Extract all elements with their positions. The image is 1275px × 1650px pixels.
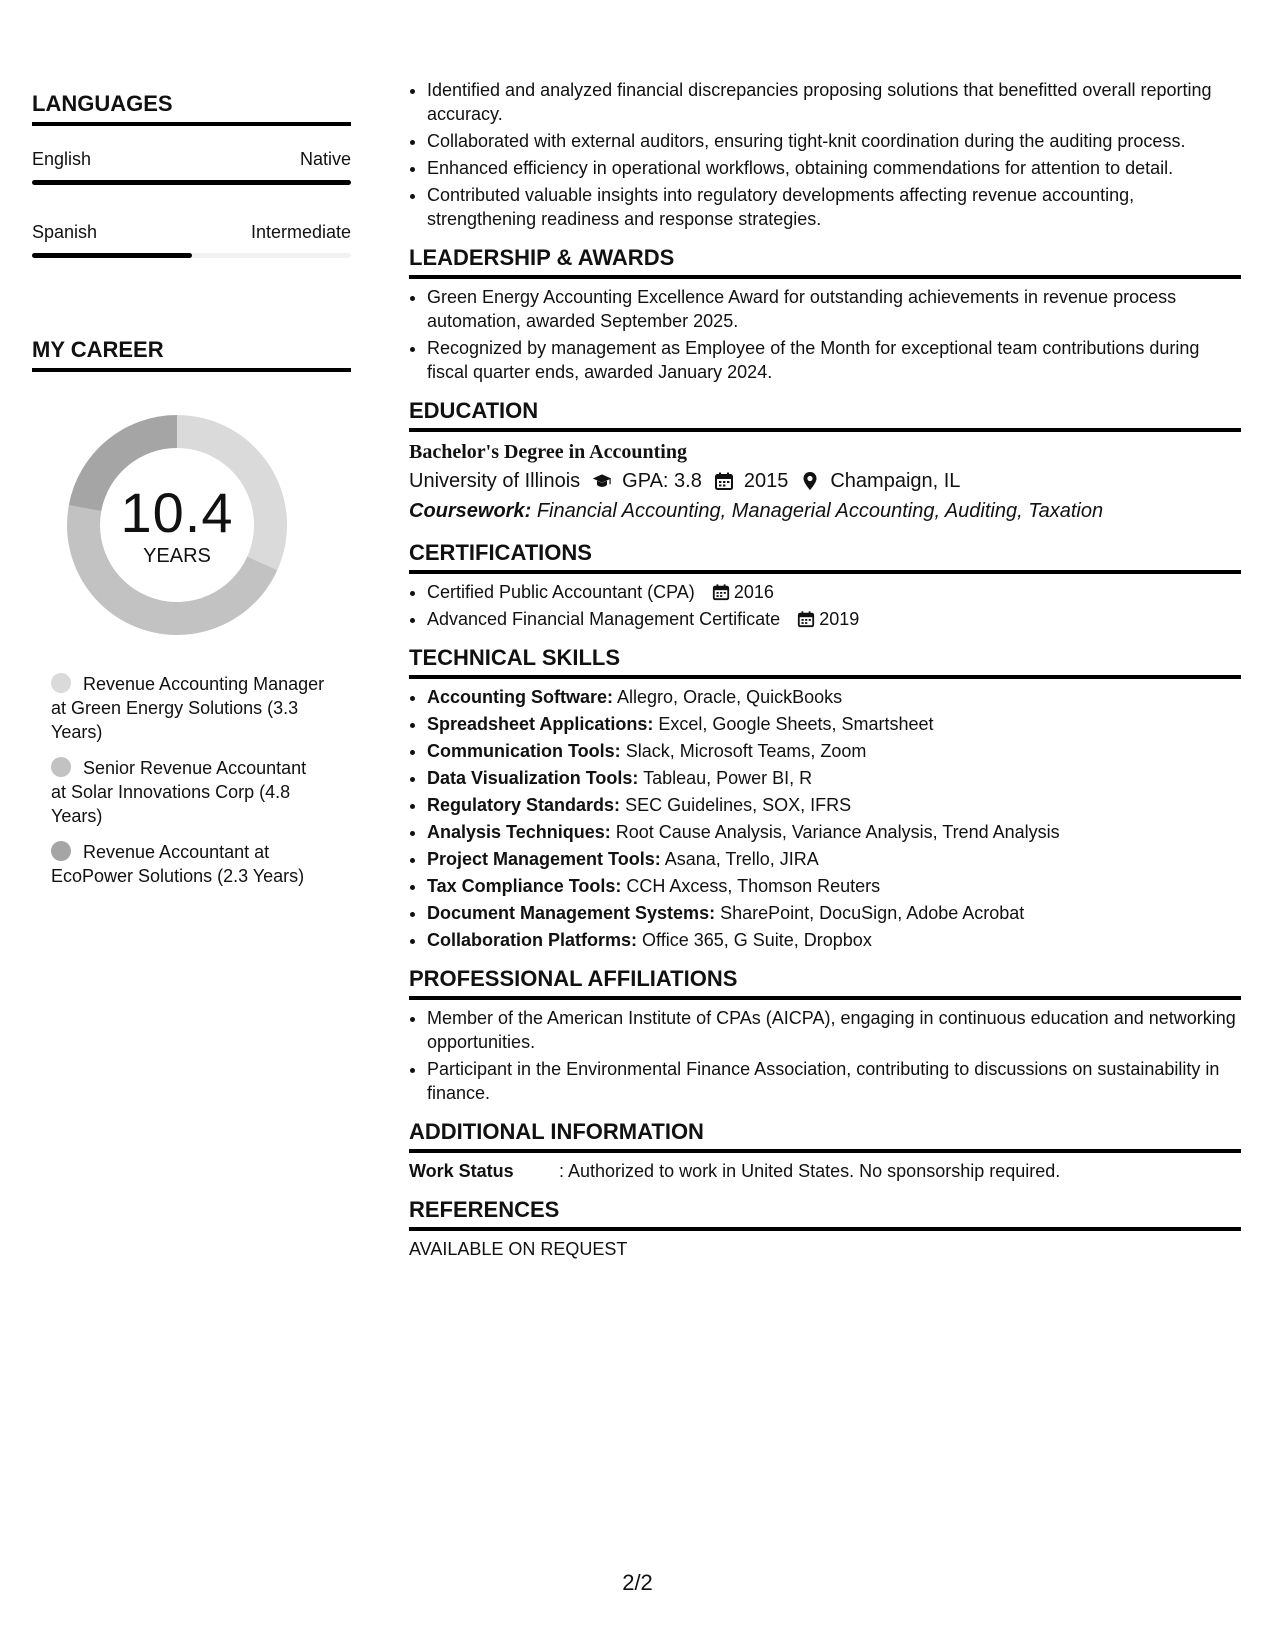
page-number: 2/2: [622, 1570, 653, 1595]
education-location: Champaign, IL: [830, 470, 961, 492]
skill-value: Root Cause Analysis, Variance Analysis, Trend Analysis: [615, 822, 1060, 842]
work-status-row: [409, 1159, 1241, 1183]
career-legend-item: [51, 672, 326, 744]
language-level: Intermediate: [250, 222, 351, 242]
list-item: • Recognized by management as Employee of the Month for exceptional team contributions during fiscal quarter ends, awarded January 2024.: [427, 336, 1241, 384]
legend-dot-icon: [51, 673, 71, 693]
skill-value: Allegro, Oracle, QuickBooks: [617, 687, 843, 707]
skill-value: Excel, Google Sheets, Smartsheet: [658, 714, 934, 734]
education-title: EDUCATION: [409, 398, 1241, 432]
list-item: [427, 847, 1241, 871]
skill-label: Analysis Techniques:: [427, 822, 611, 842]
graduation-cap-icon: [592, 471, 612, 491]
skill-value: Tableau, Power BI, R: [643, 768, 813, 788]
calendar-icon: [712, 583, 730, 601]
skill-label: Regulatory Standards:: [427, 795, 621, 815]
leadership-title: LEADERSHIP & AWARDS: [409, 245, 1241, 279]
references-text: AVAILABLE ON REQUEST: [409, 1239, 628, 1259]
skill-value: Slack, Microsoft Teams, Zoom: [625, 741, 867, 761]
list-item: [427, 820, 1241, 844]
list-item: • Participant in the Environmental Finance Association, contributing to discussions on sustainability in finance.: [427, 1057, 1241, 1105]
right-column: [409, 78, 1241, 1261]
language-item: [32, 148, 351, 185]
career-legend-label: Revenue Accounting Manager at Green Energy Solutions (3.3 Years): [51, 674, 325, 742]
skill-value: CCH Axcess, Thomson Reuters: [626, 876, 881, 896]
languages-title: LANGUAGES: [32, 92, 351, 126]
legend-dot-icon: [51, 841, 71, 861]
career-title: MY CAREER: [32, 338, 351, 372]
list-item: [427, 685, 1241, 709]
skill-label: Tax Compliance Tools:: [427, 876, 622, 896]
calendar-icon: [714, 471, 734, 491]
list-item: [427, 580, 1241, 604]
language-proficiency-fill: [32, 180, 351, 185]
skill-value: Office 365, G Suite, Dropbox: [642, 930, 872, 950]
calendar-icon: [797, 610, 815, 628]
list-item: [427, 739, 1241, 763]
additional-info-title: ADDITIONAL INFORMATION: [409, 1119, 1241, 1153]
legend-dot-icon: [51, 757, 71, 777]
language-level: Native: [299, 149, 351, 169]
coursework-value: Financial Accounting, Managerial Accounting, Auditing, Taxation: [536, 500, 1104, 522]
list-item: • Member of the American Institute of CPAs (AICPA), engaging in continuous education and networking opportunities.: [427, 1006, 1241, 1054]
career-total-years: 10.4: [120, 481, 234, 544]
list-item: [427, 928, 1241, 952]
language-item: [32, 221, 351, 258]
education-school: University of Illinois: [409, 470, 581, 492]
certification-year: 2016: [733, 582, 774, 602]
skill-label: Document Management Systems:: [427, 903, 716, 923]
affiliations-list: [409, 1006, 1241, 1105]
list-item: [427, 901, 1241, 925]
list-item: [427, 793, 1241, 817]
list-item: • Enhanced efficiency in operational workflows, obtaining commendations for attention to detail.: [427, 156, 1241, 180]
skill-label: Communication Tools:: [427, 741, 621, 761]
language-proficiency-fill: [32, 253, 192, 258]
skill-label: Spreadsheet Applications:: [427, 714, 654, 734]
list-item: • Green Energy Accounting Excellence Award for outstanding achievements in revenue process automation, awarded September 2025.: [427, 285, 1241, 333]
certification-year: 2019: [819, 609, 860, 629]
skill-value: Asana, Trello, JIRA: [664, 849, 819, 869]
education-gpa: GPA: 3.8: [622, 470, 702, 492]
left-column: [32, 92, 351, 888]
career-legend-label: Senior Revenue Accountant at Solar Innovations Corp (4.8 Years): [51, 758, 307, 826]
certification-name: Advanced Financial Management Certificate: [427, 609, 781, 629]
list-item: [427, 874, 1241, 898]
certifications-title: CERTIFICATIONS: [409, 540, 1241, 574]
coursework-label: Coursework:: [409, 500, 532, 522]
list-item: [427, 712, 1241, 736]
skill-label: Accounting Software:: [427, 687, 614, 707]
location-pin-icon: [800, 471, 820, 491]
language-proficiency-bar: [32, 180, 351, 185]
career-legend-item: [51, 840, 326, 888]
list-item: [427, 766, 1241, 790]
list-item: [427, 607, 1241, 631]
language-name: Spanish: [32, 222, 98, 242]
skills-list: [409, 685, 1241, 952]
career-donut-chart: [64, 412, 290, 638]
references-title: REFERENCES: [409, 1197, 1241, 1231]
career-legend-label: Revenue Accountant at EcoPower Solutions (2.3 Years): [51, 842, 305, 886]
skills-title: TECHNICAL SKILLS: [409, 645, 1241, 679]
list-item: • Collaborated with external auditors, ensuring tight-knit coordination during the auditing process.: [427, 129, 1241, 153]
skill-label: Collaboration Platforms:: [427, 930, 638, 950]
skill-label: Data Visualization Tools:: [427, 768, 639, 788]
skill-label: Project Management Tools:: [427, 849, 661, 869]
language-proficiency-bar: [32, 253, 351, 258]
skill-value: SEC Guidelines, SOX, IFRS: [625, 795, 852, 815]
education-degree: Bachelor's Degree in Accounting: [409, 441, 687, 463]
education-coursework: [409, 496, 1241, 526]
affiliations-title: PROFESSIONAL AFFILIATIONS: [409, 966, 1241, 1000]
language-name: English: [32, 149, 92, 169]
certifications-list: [409, 580, 1241, 631]
leadership-list: [409, 285, 1241, 384]
education-year: 2015: [743, 470, 789, 492]
list-item: • Contributed valuable insights into regulatory developments affecting revenue accounting, strengthening readiness and response strategies.: [427, 183, 1241, 231]
work-status-value: : Authorized to work in United States. No sponsorship required.: [559, 1161, 1061, 1181]
skill-value: SharePoint, DocuSign, Adobe Acrobat: [720, 903, 1025, 923]
career-legend-item: [51, 756, 326, 828]
work-status-label: Work Status: [409, 1161, 514, 1181]
list-item: • Identified and analyzed financial discrepancies proposing solutions that benefitted overall reporting accuracy.: [427, 78, 1241, 126]
education-details: [409, 466, 1241, 496]
career-total-unit: YEARS: [143, 545, 211, 567]
experience-bullets: [409, 78, 1241, 231]
certification-name: Certified Public Accountant (CPA): [427, 582, 695, 602]
